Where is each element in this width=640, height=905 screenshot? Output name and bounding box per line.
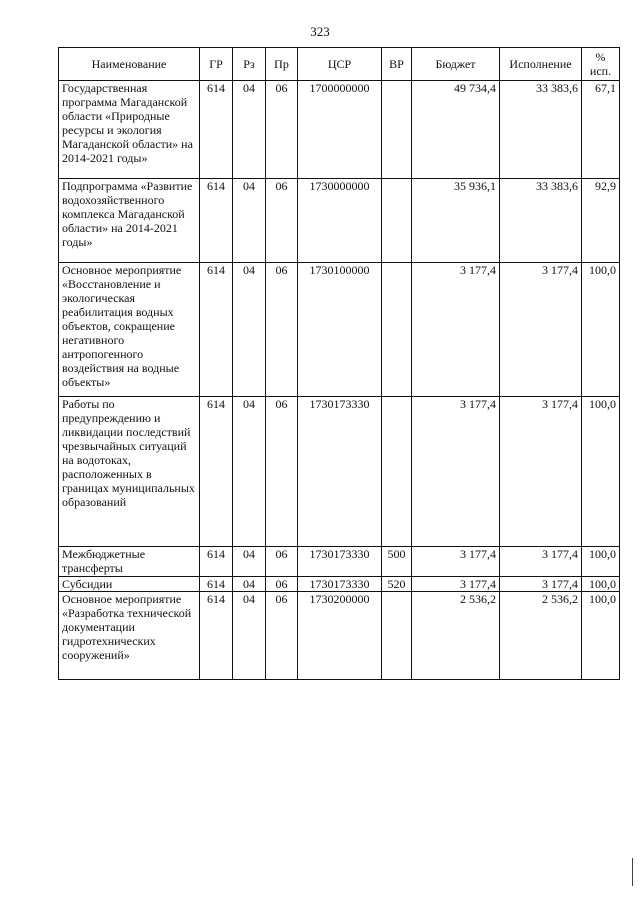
budget-table [58,47,620,680]
row-csr: 1730200000 [298,592,382,680]
row-budget: 2 536,2 [412,592,500,680]
row-gr: 614 [200,397,233,547]
row-name: Работы по предупреждению и ликвидации последствий чрезвычайных ситуаций на водотоках, расположенных в границах муниципальных образований [59,397,200,547]
row-rz: 04 [233,577,266,592]
row-vr: 500 [382,547,412,577]
row-execution: 2 536,2 [500,592,582,680]
row-vr [382,397,412,547]
row-budget: 3 177,4 [412,263,500,397]
row-vr: 520 [382,577,412,592]
row-gr: 614 [200,81,233,179]
row-csr: 1730173330 [298,397,382,547]
row-percent: 67,1 [582,81,620,179]
row-gr: 614 [200,577,233,592]
scan-edge-mark [632,858,633,886]
row-pr: 06 [266,263,298,397]
header-rz: Рз [233,48,266,81]
row-percent: 100,0 [582,592,620,680]
row-pr: 06 [266,577,298,592]
row-rz: 04 [233,179,266,263]
header-execution: Исполнение [500,48,582,81]
row-pr: 06 [266,547,298,577]
row-execution: 3 177,4 [500,397,582,547]
row-name: Подпрограмма «Развитие водохозяйственного комплекса Магаданской области» на 2014-2021 годы» [59,179,200,263]
header-vr: ВР [382,48,412,81]
table-row [59,179,620,263]
table-row [59,577,620,592]
row-percent: 100,0 [582,263,620,397]
row-percent: 100,0 [582,577,620,592]
row-budget: 3 177,4 [412,397,500,547]
row-pr: 06 [266,179,298,263]
row-pr: 06 [266,397,298,547]
table-header-row [59,48,620,81]
row-gr: 614 [200,592,233,680]
row-rz: 04 [233,592,266,680]
header-name: Наименование [59,48,200,81]
table-row [59,81,620,179]
table-row [59,397,620,547]
row-vr [382,263,412,397]
row-execution: 3 177,4 [500,263,582,397]
row-execution: 33 383,6 [500,179,582,263]
row-vr [382,81,412,179]
row-pr: 06 [266,81,298,179]
row-name: Основное мероприятие «Разработка технической документации гидротехнических сооружений» [59,592,200,680]
row-percent: 100,0 [582,547,620,577]
page-number: 323 [310,24,330,39]
row-name: Основное мероприятие «Восстановление и экологическая реабилитация водных объектов, сокращение негативного антропогенного воздействия на водные объекты» [59,263,200,397]
row-budget: 49 734,4 [412,81,500,179]
row-csr: 1730173330 [298,577,382,592]
row-csr: 1730100000 [298,263,382,397]
row-budget: 3 177,4 [412,577,500,592]
row-vr [382,592,412,680]
row-pr: 06 [266,592,298,680]
row-percent: 100,0 [582,397,620,547]
table-row [59,592,620,680]
row-name: Межбюджетные трансферты [59,547,200,577]
row-execution: 33 383,6 [500,81,582,179]
table-row [59,263,620,397]
row-percent: 92,9 [582,179,620,263]
header-percent: % исп. [582,48,620,81]
table-row [59,547,620,577]
row-vr [382,179,412,263]
row-csr: 1700000000 [298,81,382,179]
row-rz: 04 [233,81,266,179]
row-budget: 35 936,1 [412,179,500,263]
row-budget: 3 177,4 [412,547,500,577]
row-csr: 1730173330 [298,547,382,577]
header-csr: ЦСР [298,48,382,81]
row-name: Субсидии [59,577,200,592]
row-name: Государственная программа Магаданской области «Природные ресурсы и экология Магаданской области» на 2014-2021 годы» [59,81,200,179]
row-execution: 3 177,4 [500,547,582,577]
row-execution: 3 177,4 [500,577,582,592]
row-rz: 04 [233,263,266,397]
row-rz: 04 [233,397,266,547]
row-csr: 1730000000 [298,179,382,263]
row-gr: 614 [200,263,233,397]
row-gr: 614 [200,179,233,263]
header-gr: ГР [200,48,233,81]
row-rz: 04 [233,547,266,577]
header-budget: Бюджет [412,48,500,81]
header-pr: Пр [266,48,298,81]
row-gr: 614 [200,547,233,577]
